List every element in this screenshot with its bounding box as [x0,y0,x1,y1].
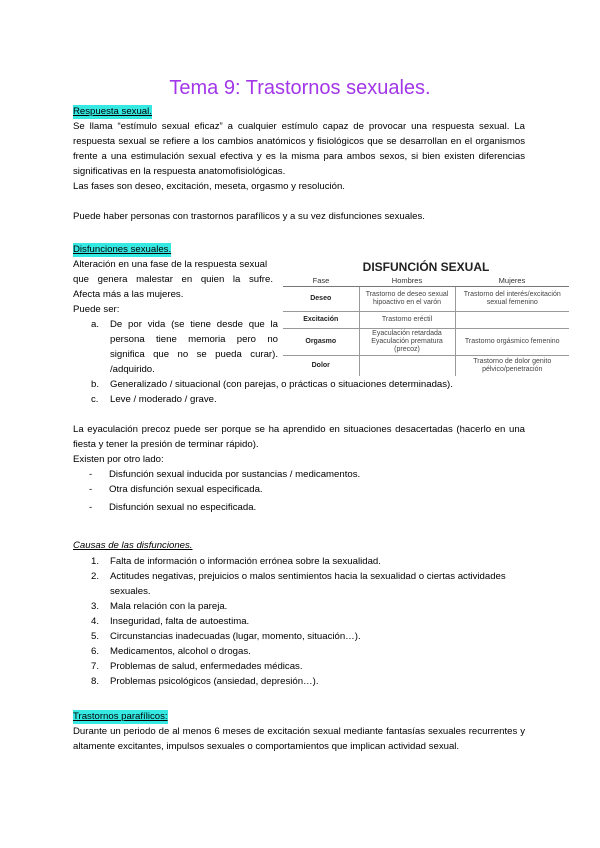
table-title: DISFUNCIÓN SEXUAL [362,260,490,274]
disfuncion-table-figure [283,260,569,372]
text-line: Afecta más a las mujeres. [73,289,184,300]
list-item: 6. Medicamentos, alcohol o drogas. [91,646,251,657]
section-heading: Respuesta sexual. [73,106,152,117]
list-item: - Disfunción sexual inducida por sustancias / medicamentos. [89,469,361,480]
text-line: Existen por otro lado: [73,454,164,465]
list-item: 2. Actitudes negativas, prejuicios o malos sentimientos hacia la sexualidad o ciertas actividades sexuales. [91,571,506,597]
list-item: - Disfunción sexual no especificada. [89,502,257,513]
list-item: 5. Circunstancias inadecuadas (lugar, momento, situación…). [91,631,361,642]
paragraph: Durante un periodo de al menos 6 meses de excitación sexual mediante fantasías sexuales recurrentes y altamente excitantes, impulsos sexuales o comportamientos que implican actividad sexual. [73,726,525,752]
list-item: 3. Mala relación con la pareja. [91,601,228,612]
disfuncion-table [283,276,569,376]
text-line: Puede ser: [73,304,120,315]
section-heading: Disfunciones sexuales. [73,244,172,255]
table-row: Deseo Trastorno de deseo sexual hipoactivo en el varón Trastorno del interés/excitación sexual femenino [283,287,569,312]
list-item: - Otra disfunción sexual especificada. [89,484,263,495]
table-header: Mujeres [455,276,569,287]
paragraph: Se llama “estímulo sexual eficaz” a cualquier estímulo capaz de provocar una respuesta sexual. La respuesta sexual se refiere a los cambios anatómicos y fisiológicos que se desarrollan en el organismos frente a una estimulación sexual efectiva y es la misma para ambos sexos, si bien existen diferencias significativas en la respuesta anatomofisiológicas. [73,121,525,177]
table-row: Orgasmo Eyaculación retardada Eyaculación prematura (precoz) Trastorno orgásmico femenino [283,329,569,356]
list-item: b. Generalizado / situacional (con parejas, o prácticas o situaciones determinadas). [91,379,453,390]
paragraph: Las fases son deseo, excitación, meseta, orgasmo y resolución. [73,181,345,192]
paragraph: Puede haber personas con trastornos parafílicos y a su vez disfunciones sexuales. [73,211,425,222]
text-line: que genera malestar en quien la sufre. [73,274,273,285]
text-line: Alteración en una fase de la respuesta sexual [73,259,268,270]
list-item: c. Leve / moderado / grave. [91,394,217,405]
section-heading: Trastornos parafílicos: [73,711,168,722]
list-item: 7. Problemas de salud, enfermedades médicas. [91,661,303,672]
page-title: Tema 9: Trastornos sexuales. [169,77,431,99]
table-row: Excitación Trastorno eréctil [283,312,569,329]
list-item: 8. Problemas psicológicos (ansiedad, depresión…). [91,676,319,687]
section-causas [73,538,525,689]
table-header: Fase [283,276,359,287]
section-parafilicos [73,709,525,754]
table-header: Hombres [359,276,455,287]
list-item: a. De por vida (se tiene desde que la persona tiene memoria pero no significa que no se pueda curar). /adquirido. [91,319,278,375]
list-item: 4. Inseguridad, falta de autoestima. [91,616,250,627]
list-item: 1. Falta de información o información errónea sobre la sexualidad. [91,556,381,567]
paragraph: La eyaculación precoz puede ser porque se ha aprendido en situaciones desacertadas (hacerlo en una fiesta y tener la presión de terminar rápido). [73,424,525,450]
section-respuesta-sexual [73,104,525,224]
table-row: Dolor Trastorno de dolor genito pélvico/penetración [283,356,569,377]
section-heading: Causas de las disfunciones. [73,540,193,551]
